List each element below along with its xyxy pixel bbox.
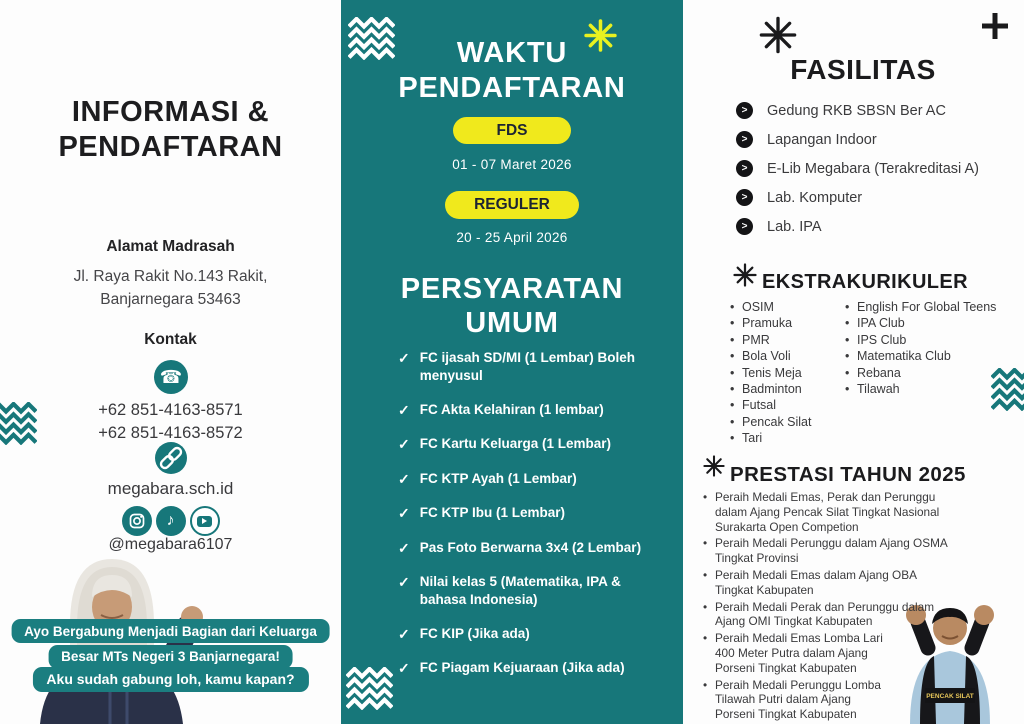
check-icon: ✓	[398, 470, 410, 487]
requirement-item: ✓ FC KTP Ayah (1 Lembar)	[398, 470, 577, 487]
extracurricular-heading: EKSTRAKURIKULER	[733, 263, 968, 294]
panel-right-facilities	[683, 0, 1024, 724]
facility-item: > Lab. Komputer	[736, 189, 979, 206]
panel-left-info	[0, 0, 341, 724]
facility-item: > E-Lib Megabara (Terakreditasi A)	[736, 160, 979, 177]
check-icon: ✓	[398, 505, 410, 522]
address-block	[0, 238, 341, 312]
extracurricular-item: • Badminton	[730, 381, 842, 397]
facility-item: > Gedung RKB SBSN Ber AC	[736, 102, 979, 119]
requirements-list	[398, 349, 656, 694]
check-icon: ✓	[398, 660, 410, 677]
check-icon: ✓	[398, 350, 410, 366]
extracurricular-item: • Pencak Silat	[730, 414, 842, 430]
check-icon: ✓	[398, 401, 410, 418]
schedule-dates-fds: 01 - 07 Maret 2026	[452, 157, 572, 172]
schedule-badge-reguler: REGULER	[445, 191, 579, 219]
achievements-heading: PRESTASI TAHUN 2025	[703, 455, 966, 487]
extracurricular-item: • PMR	[730, 332, 842, 348]
schedule-dates-reguler: 20 - 25 April 2026	[456, 230, 568, 245]
chevron-right-icon: >	[736, 160, 753, 177]
zigzag-decoration-teal-left	[0, 402, 37, 445]
requirement-item: ✓ FC Kartu Keluarga (1 Lembar)	[398, 436, 612, 453]
youtube-icon	[190, 506, 220, 536]
website-url: megabara.sch.id	[107, 479, 234, 498]
requirement-item: ✓ Nilai kelas 5 (Matematika, IPA & bahasa Indonesia)	[398, 573, 621, 607]
tiktok-icon: ♪	[156, 506, 186, 536]
check-icon: ✓	[398, 573, 410, 590]
achievement-item: • Peraih Medali Perak dan Perunggu dalam Ajang OMI Tingkat Kabupaten	[702, 600, 954, 630]
address-heading: Alamat Madrasah	[106, 238, 235, 255]
extracurricular-item: • English For Global Teens	[845, 299, 1023, 315]
achievement-item: • Peraih Medali Emas Lomba Lari 400 Meter Putra dalam Ajang Porseni Tingkat Kabupaten	[702, 631, 893, 675]
jersey-text: PENCAK SILAT	[926, 693, 974, 700]
extracurricular-item: • Futsal	[730, 397, 842, 413]
check-icon: ✓	[398, 539, 410, 556]
page-title: INFORMASI & PENDAFTARAN	[58, 96, 283, 164]
plus-icon	[980, 11, 1010, 41]
extracurricular-item: • Tilawah	[845, 381, 1023, 397]
cta-question-banner: Aku sudah gabung loh, kamu kapan?	[32, 667, 308, 692]
cta-banner-line1: Ayo Bergabung Menjadi Bagian dari Keluarga	[11, 619, 330, 643]
phone-number: +62 851-4163-8572	[98, 424, 243, 443]
chevron-right-icon: >	[736, 102, 753, 119]
link-icon	[155, 442, 187, 474]
achievement-item: • Peraih Medali Perunggu Lomba Tilawah Putri dalam Ajang Porseni Tingkat Kabupaten	[702, 678, 893, 722]
panel-middle-schedule	[341, 0, 683, 724]
achievement-item: • Peraih Medali Emas dalam Ajang OBA Tingkat Kabupaten	[702, 568, 954, 598]
achievement-item: • Peraih Medali Perunggu dalam Ajang OSMA Tingkat Provinsi	[702, 536, 954, 566]
facility-item: > Lapangan Indoor	[736, 131, 979, 148]
address-line: Banjarnegara 53463	[100, 291, 241, 309]
chevron-right-icon: >	[736, 218, 753, 235]
extracurricular-item: • Rebana	[845, 365, 1023, 381]
schedule-title: WAKTU PENDAFTARAN	[398, 37, 626, 104]
asterisk-icon-black	[703, 455, 725, 477]
extracurricular-item: • IPS Club	[845, 332, 1023, 348]
social-handle: @megabara6107	[108, 536, 233, 553]
extracurricular-item: • Bola Voli	[730, 348, 842, 364]
requirement-item: ✓ Pas Foto Berwarna 3x4 (2 Lembar)	[398, 539, 642, 556]
phone-numbers	[0, 399, 341, 446]
requirement-item: ✓ FC Akta Kelahiran (1 lembar)	[398, 401, 604, 418]
requirements-title: PERSYARATAN UMUM	[400, 273, 624, 340]
facilities-title: FASILITAS	[790, 54, 936, 85]
check-icon: ✓	[398, 436, 410, 453]
social-icons-row	[0, 506, 341, 536]
requirement-item: ✓ FC Piagam Kejuaraan (Jika ada)	[398, 660, 625, 677]
facility-item: > Lab. IPA	[736, 218, 979, 235]
extracurricular-item: • Matematika Club	[845, 348, 1023, 364]
extracurricular-item: • Tari	[730, 430, 842, 446]
cta-banner-line2: Besar MTs Negeri 3 Banjarnegara!	[48, 645, 293, 669]
instagram-icon	[122, 506, 152, 536]
achievements-list	[702, 490, 954, 724]
zigzag-decoration-white-bottom	[346, 667, 393, 710]
extracurricular-item: • Tenis Meja	[730, 365, 842, 381]
extracurricular-item: • OSIM	[730, 299, 842, 315]
achievement-item: • Peraih Medali Emas, Perak dan Perunggu dalam Ajang Pencak Silat Tingkat Nasional Surakarta Open Competion	[702, 490, 954, 534]
chevron-right-icon: >	[736, 131, 753, 148]
requirement-item: ✓ FC KIP (Jika ada)	[398, 625, 530, 642]
schedule-badge-fds: FDS	[453, 117, 571, 144]
zigzag-decoration-teal-right	[991, 368, 1024, 411]
extracurricular-item: • IPA Club	[845, 315, 1023, 331]
asterisk-icon-black	[733, 263, 757, 287]
contact-heading: Kontak	[144, 331, 197, 348]
phone-icon: ☎	[154, 360, 188, 394]
chain-link-glyph	[155, 442, 187, 474]
extracurricular-column-1	[730, 299, 842, 447]
extracurricular-item: • Pramuka	[730, 315, 842, 331]
requirement-item: ✓ FC KTP Ibu (1 Lembar)	[398, 505, 565, 522]
chevron-right-icon: >	[736, 189, 753, 206]
phone-number: +62 851-4163-8571	[98, 401, 243, 419]
requirement-item: ✓ FC ijasah SD/MI (1 Lembar) Boleh menyusul	[398, 350, 636, 383]
check-icon: ✓	[398, 625, 410, 642]
asterisk-icon-black	[759, 16, 797, 54]
facilities-list	[736, 102, 979, 247]
address-line: Jl. Raya Rakit No.143 Rakit,	[73, 268, 268, 285]
